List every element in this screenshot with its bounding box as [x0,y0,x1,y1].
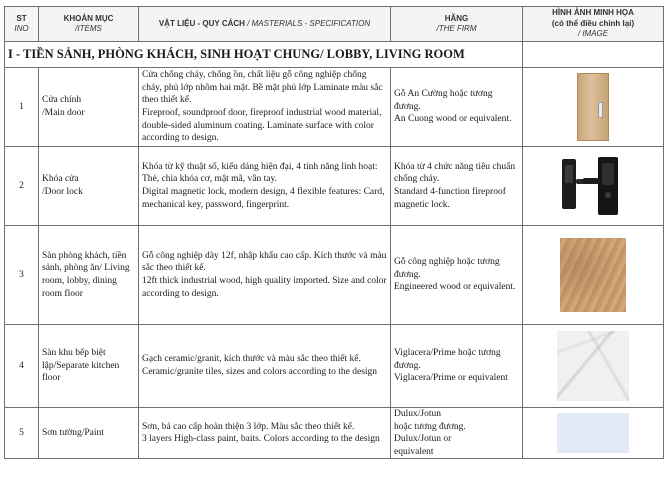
spec-vi: Gạch ceramic/granit, kích thước và màu sắc theo thiết kế. [142,354,361,365]
row-number: 3 [5,226,39,325]
table-row [5,68,664,147]
firm-vi: Gỗ công nghiệp hoặc tương đương. [394,257,500,280]
header-stt-vi: ST [16,13,27,23]
row-item [39,147,139,226]
spec-en: Ceramic/granite tiles, sizes and colors according to the design [142,367,378,377]
firm-vi: Viglacera/Prime hoặc tương đương. [394,348,501,371]
firm-vi: Khóa từ 4 chức năng tiêu chuẩn chống cháy. [394,161,516,185]
item-vi: Khóa cửa [42,174,79,185]
header-stt-en: INO [14,24,29,33]
table-row [5,408,664,459]
header-items-vi: KHOẢN MỤC [63,13,114,23]
spec-en: Fireproof, soundproof door, fireproof industrial wood material, double-sided aluminum coating. Laminate surface with color according to design. [142,108,382,144]
firm-line-1: Dulux/Jotun [394,409,441,419]
firm-en: Standard 4-function fireproof magnetic lock. [394,187,506,210]
row-image [523,408,664,459]
header-image-en: / IMAGE [577,29,609,39]
row-firm [391,226,523,325]
section-title: I - TIỀN SẢNH, PHÒNG KHÁCH, SINH HOẠT CHUNG/ LOBBY, LIVING ROOM [5,42,523,68]
header-spec-en: / MASTERIALS - SPECIFICATION [247,18,371,28]
table-row [5,325,664,408]
item-en: /Door lock [42,187,83,197]
row-spec [139,226,391,325]
spec-vi: Cửa chống cháy, chống ồn, chất liệu gỗ công nghiệp chống cháy, phủ lớp nhôm hai mặt. Bề mặt phủ lớp Laminate màu sắc theo thiết kế. [142,70,383,106]
table-row [5,226,664,325]
table-row [5,147,664,226]
header-firm [391,7,523,42]
spec-vi: Gỗ công nghiệp dày 12f, nhập khẩu cao cấp. Kích thước và màu sắc theo thiết kế. [142,250,387,274]
spec-vi: Sơn, bả cao cấp hoàn thiện 3 lớp. Màu sắc theo thiết kế. [142,421,355,432]
specification-table [4,6,664,459]
row-firm [391,147,523,226]
row-number: 5 [5,408,39,459]
row-number: 4 [5,325,39,408]
row-firm [391,68,523,147]
row-firm [391,325,523,408]
header-items [39,7,139,42]
row-item [39,408,139,459]
spec-en: 3 layers High-class paint, baits. Colors according to the design [142,434,380,445]
item-text: Sàn phòng khách, tiền sảnh, phòng ăn/ Living room, lobby, dining room floor [42,250,130,299]
item-vi: Cửa chính [42,95,82,106]
row-number: 1 [5,68,39,147]
firm-en: Viglacera/Prime or equivalent [394,373,508,384]
row-image [523,68,664,147]
item-en: /Main door [42,108,85,118]
door-lock-icon [558,153,628,219]
spec-en: 12ft thick industrial wood, high quality imported. Size and color according to design. [142,276,387,299]
row-image [523,226,664,325]
table-header-row [5,7,664,42]
firm-line-4: equivalent [394,446,434,457]
row-number: 2 [5,147,39,226]
spec-en: Digital magnetic lock, modern design, 4 flexible features: Card, mechanical key, password, fingerprint. [142,187,385,210]
section-row [5,42,664,68]
header-specification [139,7,391,42]
header-image [523,7,664,42]
row-image [523,325,664,408]
tile-image [557,331,629,401]
row-item [39,68,139,147]
firm-en: Engineered wood or equivalent. [394,282,516,293]
header-items-en: /ITEMS [75,24,102,33]
firm-vi: Gỗ An Cường hoặc tương đương. [394,89,493,112]
wood-floor-image [560,238,626,312]
item-text: Sàn khu bếp biệt lập/Separate kitchen floor [42,348,120,384]
firm-line-2: hoặc tương đương. [394,421,466,432]
firm-line-3: Dulux/Jotun or [394,434,452,445]
row-item [39,226,139,325]
header-image-sub: (có thể điều chỉnh lại) [551,18,635,28]
header-firm-en: /THE FIRM [436,24,477,33]
section-image-cell [523,42,664,68]
row-spec [139,408,391,459]
row-spec [139,325,391,408]
spec-table-wrapper [4,6,663,459]
spec-vi: Khóa từ kỹ thuật số, kiểu dáng hiện đại, 4 tính năng linh hoạt: Thẻ, chìa khóa cơ, mật mã, vân tay. [142,161,378,185]
row-image [523,147,664,226]
item-text: Sơn tường/Paint [42,427,104,438]
row-item [39,325,139,408]
lock-image [558,153,628,219]
firm-en: An Cuong wood or equivalent. [394,114,512,125]
door-handle-icon [598,102,603,118]
row-spec [139,68,391,147]
row-spec [139,147,391,226]
paint-image [557,413,629,453]
row-firm [391,408,523,459]
header-image-vi: HÌNH ẢNH MINH HỌA [552,8,634,18]
header-stt [5,7,39,42]
header-firm-vi: HÃNG [444,13,469,23]
header-spec-vi: VẬT LIỆU - QUY CÁCH [158,18,245,28]
door-image [577,73,609,141]
